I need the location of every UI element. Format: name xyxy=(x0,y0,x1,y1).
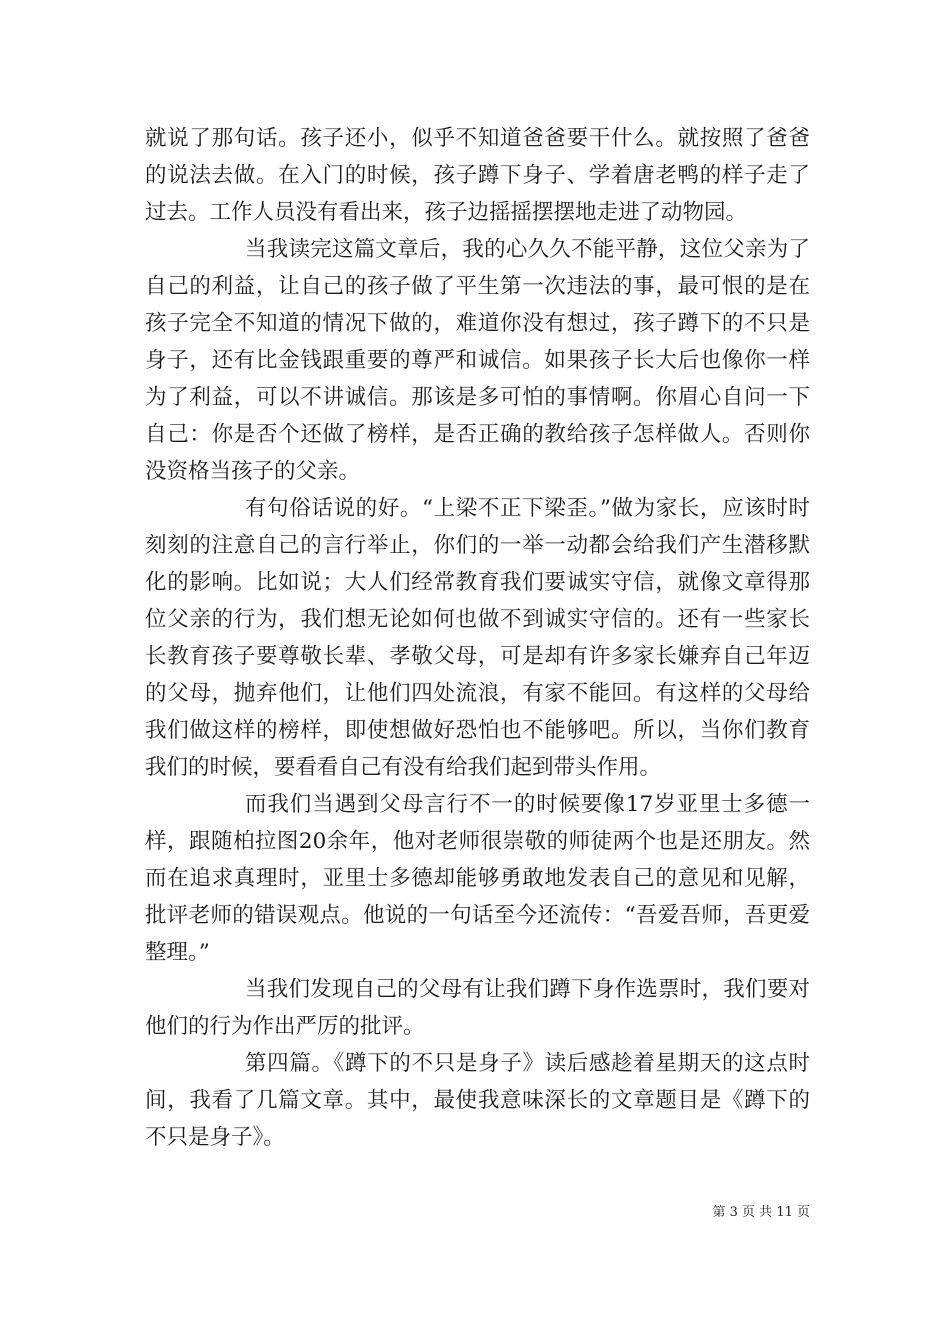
paragraph-5: 当我们发现自己的父母有让我们蹲下身作选票时，我们要对他们的行为作出严厉的批评。 xyxy=(145,977,810,1039)
paragraph-1: 就说了那句话。孩子还小，似乎不知道爸爸要干什么。就按照了爸爸的说法去做。在入门的时候，孩子蹲下身子、学着唐老鸭的样子走了过去。工作人员没有看出来，孩子边摇摇摆摆地走进了动物园。 xyxy=(145,126,810,225)
paragraph-6: 第四篇。《蹲下的不只是身子》读后感趁着星期天的这点时间，我看了几篇文章。其中，最使我意味深长的文章题目是《蹲下的不只是身子》。 xyxy=(145,1051,810,1150)
page-number-footer: 第 3 页 共 11 页 xyxy=(712,1205,810,1220)
document-body xyxy=(145,120,810,1156)
paragraph-2: 当我读完这篇文章后，我的心久久不能平静，这位父亲为了自己的利益，让自己的孩子做了平生第一次违法的事，最可恨的是在孩子完全不知道的情况下做的，难道你没有想过，孩子蹲下的不只是身子，还有比金钱跟重要的尊严和诚信。如果孩子长大后也像你一样为了利益，可以不讲诚信。那该是多可怕的事情啊。你眉心自问一下自己：你是否个还做了榜样，是否正确的教给孩子怎样做人。否则你没资格当孩子的父亲。 xyxy=(145,237,810,484)
paragraph-4: 而我们当遇到父母言行不一的时候要像17岁亚里士多德一样，跟随柏拉图20余年，他对老师很崇敬的师徒两个也是还朋友。然而在追求真理时，亚里士多德却能够勇敢地发表自己的意见和见解，批评老师的错误观点。他说的一句话至今还流传：“吾爱吾师，吾更爱整理。” xyxy=(145,792,810,965)
paragraph-3: 有句俗话说的好。“上梁不正下梁歪。”做为家长，应该时时刻刻的注意自己的言行举止，你们的一举一动都会给我们产生潜移默化的影响。比如说；大人们经常教育我们要诚实守信，就像文章得那位父亲的行为，我们想无论如何也做不到诚实守信的。还有一些家长长教育孩子要尊敬长辈、孝敬父母，可是却有许多家长嫌弃自己年迈的父母，抛弃他们，让他们四处流浪，有家不能回。有这样的父母给我们做这样的榜样，即使想做好恐怕也不能够吧。所以，当你们教育我们的时候，要看看自己有没有给我们起到带头作用。 xyxy=(145,496,810,780)
